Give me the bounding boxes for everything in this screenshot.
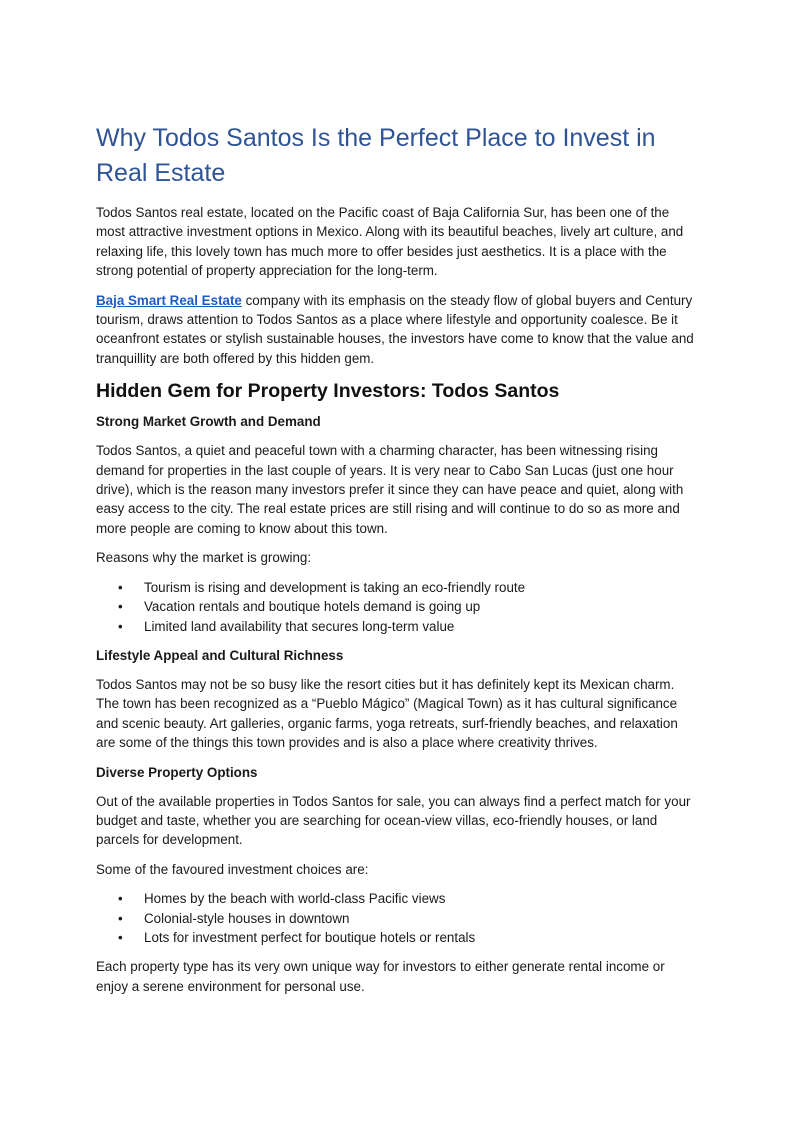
bullet-icon: • [118,929,123,945]
list-item: • Tourism is rising and development is taking an eco-friendly route [96,578,699,597]
section-heading: Hidden Gem for Property Investors: Todos Santos [96,380,560,403]
bullet-icon: • [118,910,123,926]
list-item: • Colonial-style houses in downtown [96,909,699,928]
list-item: • Limited land availability that secures long-term value [96,617,699,636]
bullet-icon: • [118,599,123,615]
property-paragraph: Out of the available properties in Todos Santos for sale, you can always find a perfect match for your budget and taste, whether you are searching for ocean-view villas, eco-friendly houses, or land parcels for development. [96,793,691,848]
list-item: • Homes by the beach with world-class Pacific views [96,889,699,908]
bullet-icon: • [118,891,123,907]
property-choices-list [96,889,699,947]
market-heading: Strong Market Growth and Demand [96,414,321,430]
list-item: • Lots for investment perfect for boutique hotels or rentals [96,928,699,947]
property-heading: Diverse Property Options [96,764,258,780]
lifestyle-paragraph: Todos Santos may not be so busy like the resort cities but it has definitely kept its Mexican charm. The town has been recognized as a “Pueblo Mágico” (Magical Town) as it has cultural significance and scenic beauty. Art galleries, organic farms, yoga retreats, surf-friendly beaches, and relaxation are some of the things this town provides and is also a place where creativity thrives. [96,676,678,751]
bullet-icon: • [118,618,123,634]
market-list-lead: Reasons why the market is growing: [96,550,312,566]
intro-paragraph: Todos Santos real estate, located on the Pacific coast of Baja California Sur, has been one of the most attractive investment options in Mexico. Along with its beautiful beaches, lively art culture, and relaxing life, this lovely town has much more to offer besides just aesthetics. It is a place with the strong potential of property appreciation for the long-term. [96,205,684,279]
closing-paragraph: Each property type has its very own unique way for investors to either generate rental income or enjoy a serene environment for personal use. [96,959,665,994]
lifestyle-heading: Lifestyle Appeal and Cultural Richness [96,647,344,663]
market-reasons-list [96,578,699,636]
page-title: Why Todos Santos Is the Perfect Place to Invest in Real Estate [96,124,656,187]
company-paragraph-text: company with its emphasis on the steady flow of global buyers and Century tourism, draws attention to Todos Santos as a place where lifestyle and opportunity coalesce. Be it oceanfront estates or stylish sustainable houses, the investors have come to know that the value and tranquillity are both offered by this hidden gem. [96,292,694,366]
property-list-lead: Some of the favoured investment choices are: [96,861,369,877]
list-item: • Vacation rentals and boutique hotels demand is going up [96,597,699,616]
baja-smart-real-estate-link[interactable]: Baja Smart Real Estate [96,292,242,308]
company-paragraph [96,291,699,369]
market-paragraph: Todos Santos, a quiet and peaceful town with a charming character, has been witnessing rising demand for properties in the last couple of years. It is very near to Cabo San Lucas (just one hour drive), which is the reason many investors prefer it since they can have peace and quiet, along with easy access to the city. The real estate prices are still rising and will continue to do so as more and more people are coming to know about this town. [96,443,684,536]
bullet-icon: • [118,579,123,595]
